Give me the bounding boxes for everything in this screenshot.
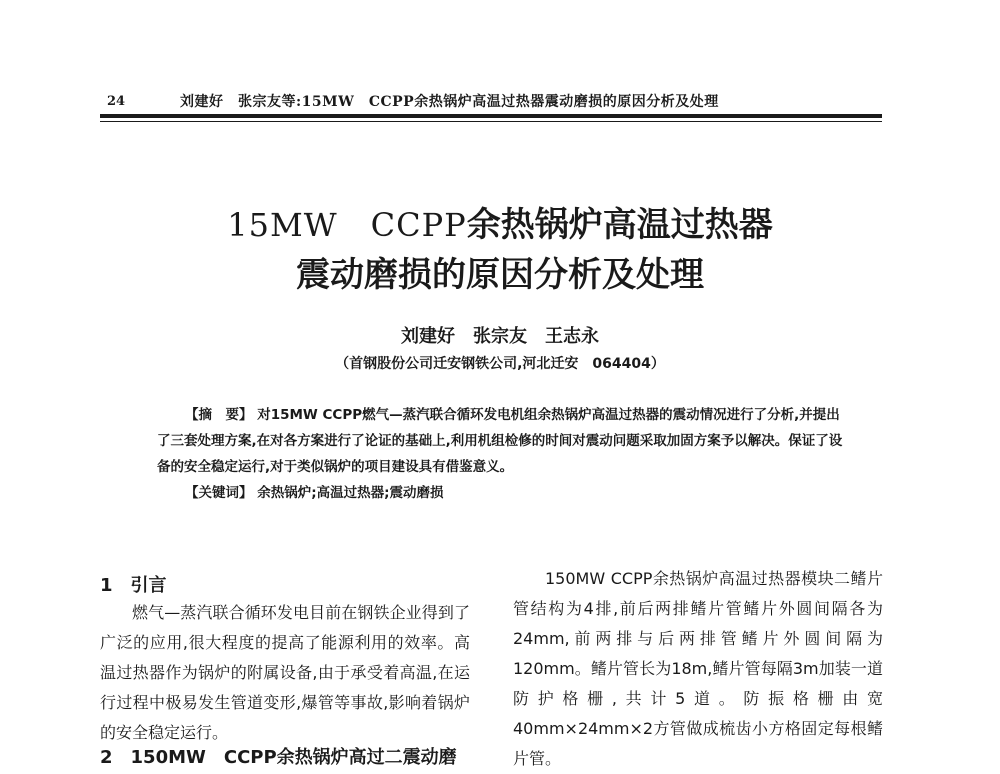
header-rule-thin	[100, 121, 882, 122]
running-title: 刘建好 张宗友等:15MW CCPP余热锅炉高温过热器震动磨损的原因分析及处理	[180, 94, 719, 110]
section2-heading: 2 150MW CCPP余热锅炉高过二震动磨	[100, 747, 457, 768]
right-column-body: 150MW CCPP余热锅炉高温过热器模块二鳍片管结构为4排,前后两排鳍片管鳍片外圆间隔各为24mm,前两排与后两排管鳍片外圆间隔为120mm。鳍片管长为18m,鳍片管每隔3m加装一道防护格栅,共计5道。防振格栅由宽40mm×24mm×2方管做成梳齿小方格固定每根鳍片管。	[513, 569, 883, 768]
affiliation: （首钢股份公司迁安钢铁公司,河北迁安 064404）	[335, 356, 665, 372]
page-number: 24	[107, 94, 126, 109]
abstract-label: 【摘 要】	[185, 407, 253, 423]
section1-heading: 1 引言	[100, 575, 167, 596]
authors: 刘建好 张宗友 王志永	[401, 326, 599, 347]
paper-title-line1	[0, 197, 1000, 246]
keywords	[185, 480, 845, 506]
title-latin: 15MW CCPP	[227, 206, 467, 244]
abstract	[157, 402, 847, 480]
section1-body: 燃气—蒸汽联合循环发电目前在钢铁企业得到了广泛的应用,很大程度的提高了能源利用的效率。高温过热器作为锅炉的附属设备,由于承受着高温,在运行过程中极易发生管道变形,爆管等事故,影响着锅炉的安全稳定运行。	[100, 603, 470, 742]
header-rule-thick	[100, 114, 882, 118]
paper-title-line2: 震动磨损的原因分析及处理	[296, 255, 704, 295]
keywords-label: 【关键词】	[185, 485, 253, 501]
abstract-text: 对15MW CCPP燃气—蒸汽联合循环发电机组余热锅炉高温过热器的震动情况进行了分析,并提出了三套处理方案,在对各方案进行了论证的基础上,利用机组检修的时间对震动问题采取加固方案予以解决。保证了设备的安全稳定运行,对于类似锅炉的项目建设具有借鉴意义。	[157, 407, 843, 475]
keywords-text: 余热锅炉;高温过热器;震动磨损	[257, 485, 444, 501]
title-cjk: 余热锅炉高温过热器	[466, 205, 773, 245]
